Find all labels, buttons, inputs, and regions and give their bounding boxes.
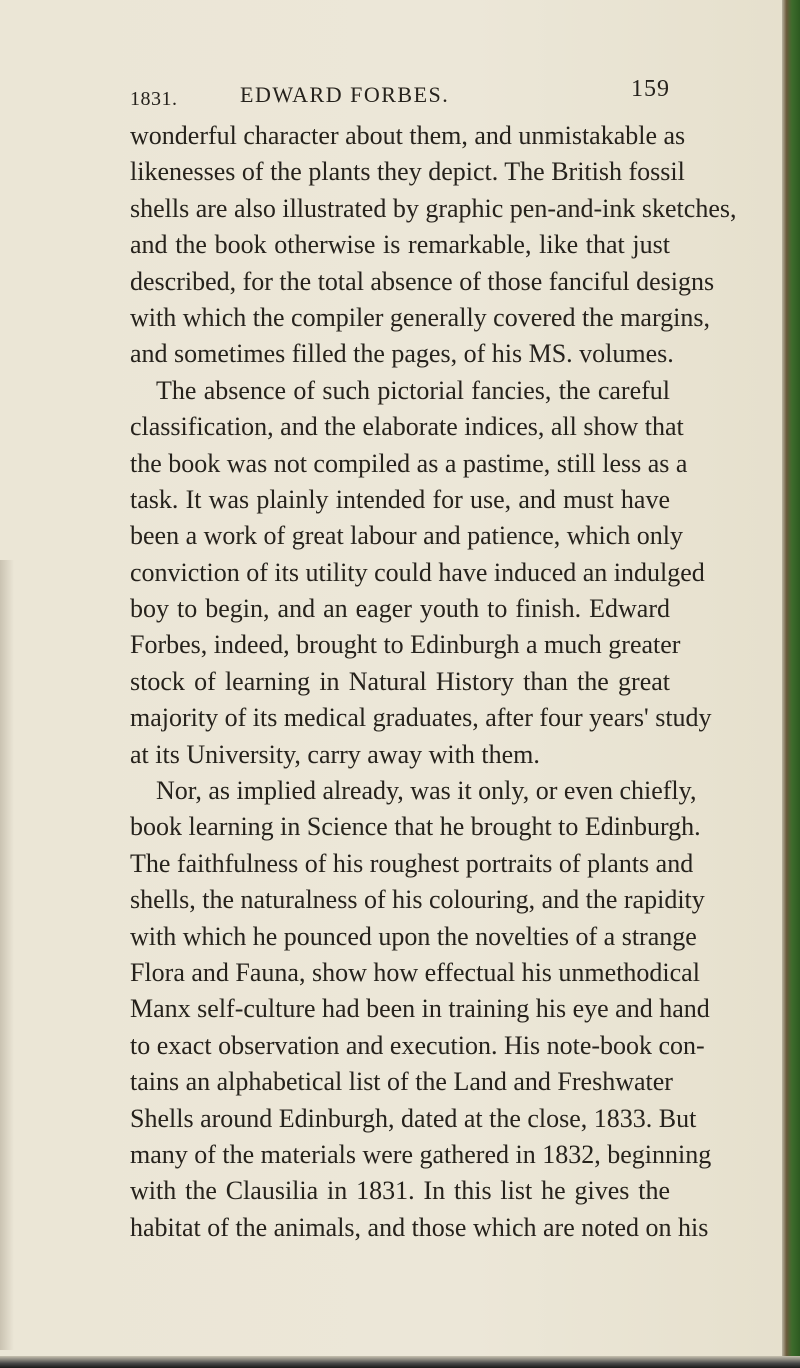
text-line: described, for the total absence of those fanciful designs (130, 266, 715, 296)
text-line: book learning in Science that he brought to Edinburgh. (130, 812, 701, 842)
page-number: 159 (631, 76, 670, 102)
text-line: tains an alphabetical list of the Land and Freshwater (130, 1067, 673, 1097)
page-bottom-edge (0, 1356, 800, 1368)
text-line: boy to begin, and an eager youth to finish. Edward (130, 594, 670, 624)
text-line: classification, and the elaborate indices, all show that (130, 412, 684, 442)
text-line: at its University, carry away with them. (130, 739, 540, 769)
text-line: Shells around Edinburgh, dated at the close, 1833. But (130, 1103, 697, 1133)
text-line: with which he pounced upon the novelties of a strange (130, 921, 697, 951)
text-line: and the book otherwise is remarkable, like that just (130, 230, 670, 260)
text-line: to exact observation and execution. His note-book con- (130, 1030, 705, 1060)
page-edge-shadow (0, 560, 14, 1350)
running-header (130, 76, 670, 112)
text-line: Nor, as implied already, was it only, or even chiefly, (156, 776, 697, 806)
text-line: The faithfulness of his roughest portraits of plants and (130, 848, 694, 878)
text-line: shells, the naturalness of his colouring, and the rapidity (130, 885, 705, 915)
text-line: wonderful character about them, and unmistakable as (130, 121, 686, 150)
text-line: Flora and Fauna, show how effectual his unmethodical (130, 957, 700, 987)
text-line: likenesses of the plants they depict. The British fossil (130, 157, 685, 187)
text-line: and sometimes filled the pages, of his MS. volumes. (130, 339, 674, 369)
text-line: conviction of its utility could have induced an indulged (130, 557, 705, 587)
text-line: The absence of such pictorial fancies, the careful (156, 375, 670, 405)
text-line: majority of its medical graduates, after four years' study (130, 703, 712, 733)
text-line: habitat of the animals, and those which are noted on his (130, 1212, 709, 1242)
text-line: task. It was plainly intended for use, and must have (130, 484, 670, 514)
header-running-title: EDWARD FORBES. (240, 82, 450, 107)
text-line: stock of learning in Natural History than the great (130, 666, 670, 696)
text-line: been a work of great labour and patience, which only (130, 521, 684, 551)
text-line: with which the compiler generally covered the margins, (130, 302, 710, 332)
text-line: Forbes, indeed, brought to Edinburgh a much greater (130, 630, 681, 660)
text-line: with the Clausilia in 1831. In this list he gives the (130, 1176, 670, 1206)
book-spine-edge (782, 0, 800, 1368)
body-text (130, 118, 737, 1246)
text-line: shells are also illustrated by graphic pen-and-ink sketches, (130, 193, 737, 223)
header-year: 1831. (130, 88, 178, 110)
text-line: the book was not compiled as a pastime, still less as a (130, 448, 688, 478)
text-line: Manx self-culture had been in training his eye and hand (130, 994, 710, 1024)
text-line: many of the materials were gathered in 1832, beginning (130, 1139, 712, 1169)
